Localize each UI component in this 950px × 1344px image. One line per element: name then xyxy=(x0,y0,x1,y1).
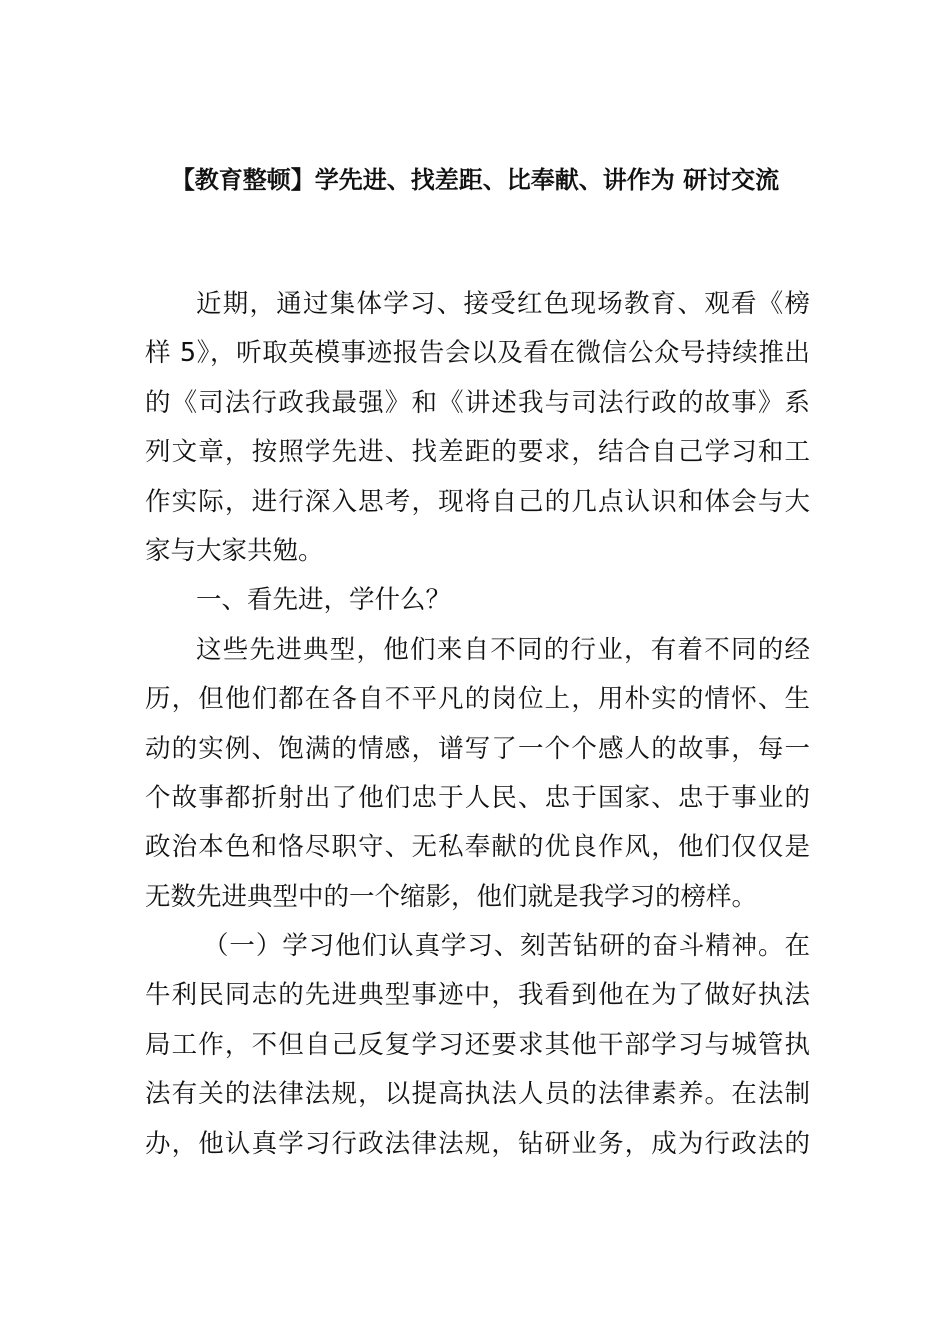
paragraph-line: 局工作，不但自己反复学习还要求其他干部学习与城管执 xyxy=(145,1029,810,1060)
paragraph-line: 动的实例、饱满的情感，谱写了一个个感人的故事，每一 xyxy=(145,733,810,764)
paragraph-line: 家与大家共勉。 xyxy=(145,535,324,566)
paragraph-line: 的《司法行政我最强》和《讲述我与司法行政的故事》系 xyxy=(145,387,810,418)
paragraph-line: 这些先进典型，他们来自不同的行业，有着不同的经 xyxy=(196,634,810,665)
paragraph-line: 法有关的法律法规，以提高执法人员的法律素养。在法制 xyxy=(145,1079,810,1110)
paragraph-line: 个故事都折射出了他们忠于人民、忠于国家、忠于事业的 xyxy=(145,782,810,813)
document-body xyxy=(145,280,810,1169)
document-title: 【教育整顿】学先进、找差距、比奉献、讲作为 研讨交流 xyxy=(170,166,780,194)
paragraph-line: 列文章，按照学先进、找差距的要求，结合自己学习和工 xyxy=(145,437,810,468)
paragraph-line: 政治本色和恪尽职守、无私奉献的优良作风，他们仅仅是 xyxy=(145,832,810,863)
section-heading: 一、看先进，学什么？ xyxy=(196,585,452,616)
paragraph-line: 作实际，进行深入思考，现将自己的几点认识和体会与大 xyxy=(145,486,810,517)
paragraph-line: 办，他认真学习行政法律法规，钻研业务，成为行政法的 xyxy=(145,1128,810,1159)
paragraph-line: 近期，通过集体学习、接受红色现场教育、观看《榜 xyxy=(196,289,810,319)
paragraph-line: 牛利民同志的先进典型事迹中，我看到他在为了做好执法 xyxy=(145,980,810,1011)
paragraph-line: 无数先进典型中的一个缩影，他们就是我学习的榜样。 xyxy=(145,881,758,912)
paragraph-line: 样 5》，听取英模事迹报告会以及看在微信公众号持续推出 xyxy=(145,338,810,369)
paragraph-line: 历，但他们都在各自不平凡的岗位上，用朴实的情怀、生 xyxy=(145,684,810,715)
subsection-line: （一）学习他们认真学习、刻苦钻研的奋斗精神。在 xyxy=(203,931,810,962)
